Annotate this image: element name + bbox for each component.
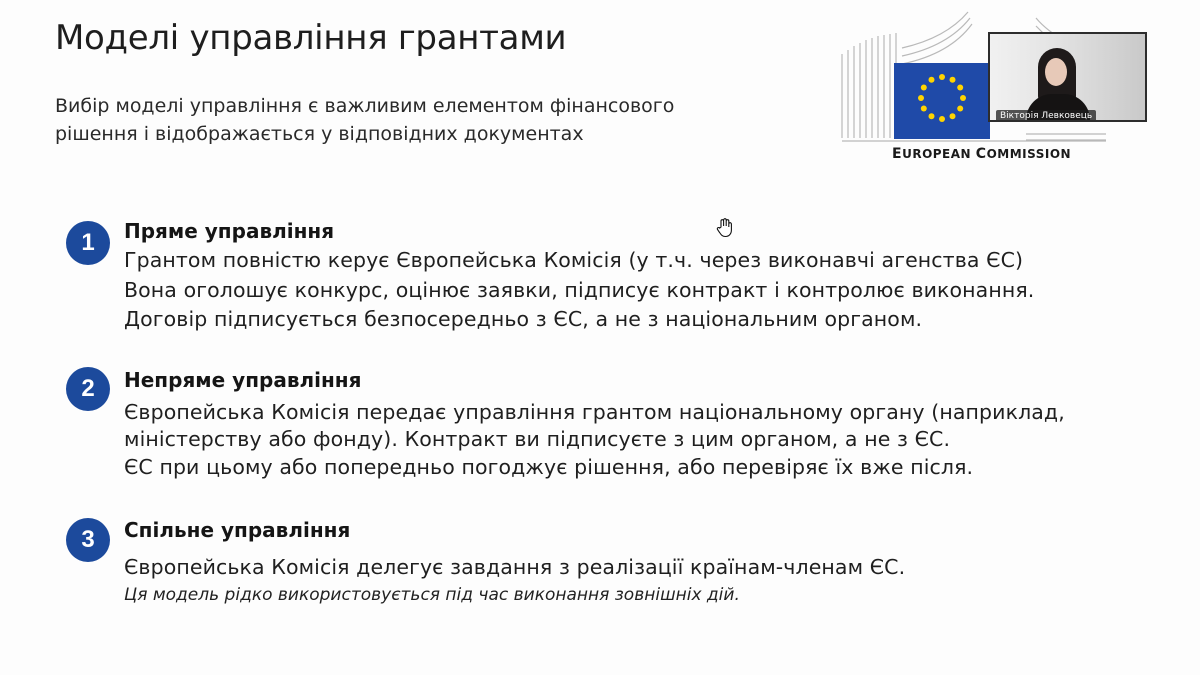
item-heading: Спільне управління [124,518,351,542]
subtitle-line-1: Вибір моделі управління є важливим елементом фінансового [55,95,675,117]
european-commission-caption: EUROPEAN COMMISSION [892,146,1072,162]
number-badge-3: 3 [66,518,110,562]
participant-face [1045,58,1067,86]
subtitle-line-2: рішення і відображається у відповідних документах [55,123,584,145]
item-line: міністерству або фонду). Контракт ви підписуєте з цим органом, а не з ЄС. [124,427,951,451]
item-heading: Пряме управління [124,219,335,243]
slide-subtitle [55,92,755,148]
number-badge-1: 1 [66,221,110,265]
participant-name-tag: Вікторія Левковець [996,110,1096,122]
item-line: Грантом повністю керує Європейська Комісія (у т.ч. через виконавчі агенства ЄС) [124,248,1024,272]
item-heading: Непряме управління [124,368,362,392]
item-line: Договір підписується безпосередньо з ЄС, а не з національним органом. [124,307,923,331]
slide-title: Моделі управління грантами [55,18,567,58]
item-line: Європейська Комісія передає управління грантом національному органу (наприклад, [124,400,1065,424]
item-line: ЄС при цьому або попередньо погоджує рішення, або перевіряє їх вже після. [124,455,974,479]
item-line: Європейська Комісія делегує завдання з реалізації країнам-членам ЄС. [124,555,906,579]
hand-cursor-icon [716,218,734,243]
participant-video-tile[interactable] [988,32,1147,122]
number-badge-2: 2 [66,367,110,411]
item-line: Вона оголошує конкурс, оцінює заявки, підписує контракт і контролює виконання. [124,278,1035,302]
item-note: Ця модель рідко використовується під час виконання зовнішніх дій. [124,585,740,605]
